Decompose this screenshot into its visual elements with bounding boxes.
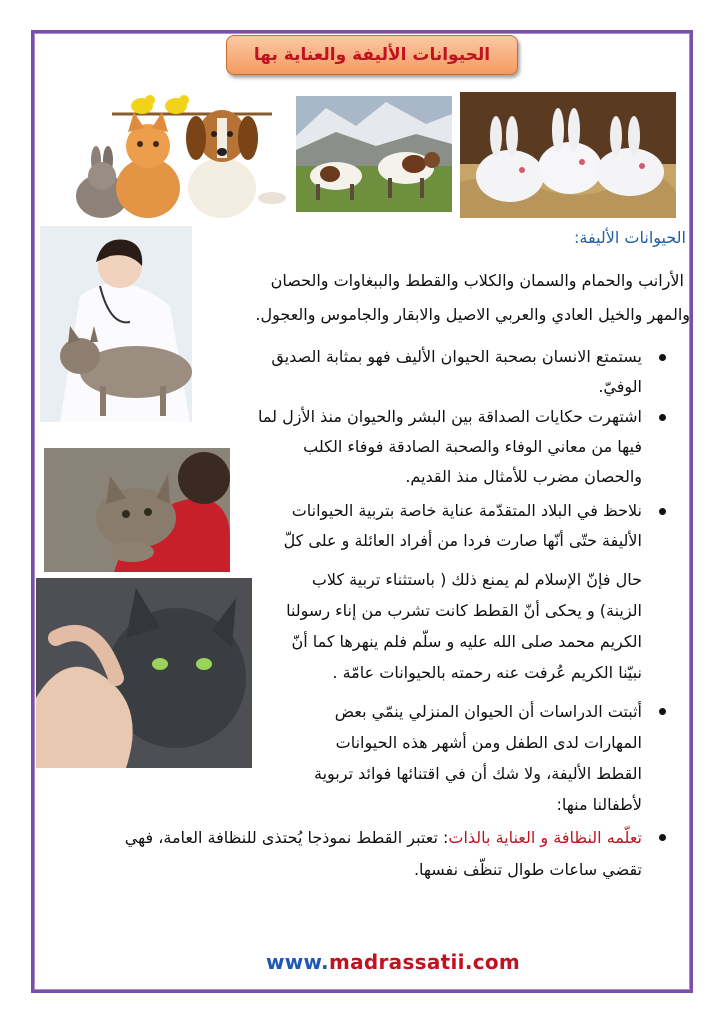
bullet-dot — [659, 508, 666, 515]
bullet-line — [82, 822, 642, 854]
bullet-item — [202, 402, 642, 492]
bullet-line: تقضي ساعات طوال تنظّف نفسها. — [413, 860, 642, 879]
section-heading: الحيوانات الأليفة: — [574, 228, 686, 247]
bullet-line: فيها من معاني الوفاء والصحبة الصادقة فوفاء الكلب — [303, 437, 642, 456]
footer-link[interactable] — [266, 950, 520, 974]
bullet-item — [202, 342, 642, 402]
bullet-dot — [659, 708, 666, 715]
bullet-dot — [659, 414, 666, 421]
cows-photo — [296, 96, 452, 212]
intro-line: الأرانب والحمام والسمان والكلاب والقطط والببغاوات والحصان — [270, 271, 684, 290]
pets-group-photo — [72, 88, 294, 220]
bullet-line: الوفيّ. — [598, 377, 642, 396]
continuation-line: حال فإنّ الإسلام لم يمنع ذلك ( باستثناء تربية كلاب — [311, 570, 642, 589]
bullet-line: اشتهرت حكايات الصداقة بين البشر والحيوان منذ الأزل لما — [258, 407, 642, 426]
bullet-text: : تعتبر القطط نموذجا يُحتذى للنظافة العامة، فهي — [124, 828, 449, 847]
footer-prefix: www. — [266, 950, 329, 974]
footer-domain: madrassatii.com — [328, 950, 521, 974]
bullet-line: لأطفالنا منها: — [556, 795, 642, 814]
gray-cat-photo — [36, 578, 252, 768]
bullet-line: أثبتت الدراسات أن الحيوان المنزلي ينمّي بعض — [334, 702, 642, 721]
bullet-line: يستمتع الانسان بصحبة الحيوان الأليف فهو بمثابة الصديق — [271, 347, 642, 366]
bullet-item — [202, 496, 642, 556]
rabbits-photo — [460, 92, 676, 218]
intro-paragraph — [204, 264, 690, 332]
bullet-line: المهارات لدى الطفل ومن أشهر هذه الحيوانات — [335, 733, 642, 752]
intro-line: والمهر والخيل العادي والعربي الاصيل والابقار والجاموس والعجول. — [255, 305, 690, 324]
bullet-dot — [659, 834, 666, 841]
bullet-line: والحصان مضرب للأمثال منذ القديم. — [405, 467, 642, 486]
continuation-line: الكريم محمد صلى الله عليه و سلّم فلم ينهرها كما أنّ — [291, 632, 642, 651]
bullet-line: نلاحظ في البلاد المتقدّمة عناية خاصة بتربية الحيوانات — [291, 501, 642, 520]
highlight-text: تعلّمه النظافة و العناية بالذات — [448, 828, 642, 847]
continuation-paragraph — [222, 564, 642, 688]
page-title: الحيوانات الأليفة والعناية بها — [253, 45, 491, 65]
bullet-line: القطط الأليفة، ولا شك أن في اقتنائها فوائد تربوية — [313, 764, 642, 783]
title-banner — [226, 35, 518, 75]
bullet-item — [82, 822, 642, 886]
continuation-line: الزينة) و يحكى أنّ القطط كانت تشرب من إناء رسولنا — [286, 601, 642, 620]
continuation-line: نبيّنا الكريم عُرفت عنه رحمته بالحيوانات عامّة . — [332, 663, 642, 682]
bullet-dot — [659, 354, 666, 361]
vet-cat-photo — [40, 226, 192, 422]
bullet-line: الأليفة حتّى أنّها صارت فردا من أفراد العائلة و على كلّ — [283, 531, 642, 550]
bullet-item — [222, 696, 642, 820]
